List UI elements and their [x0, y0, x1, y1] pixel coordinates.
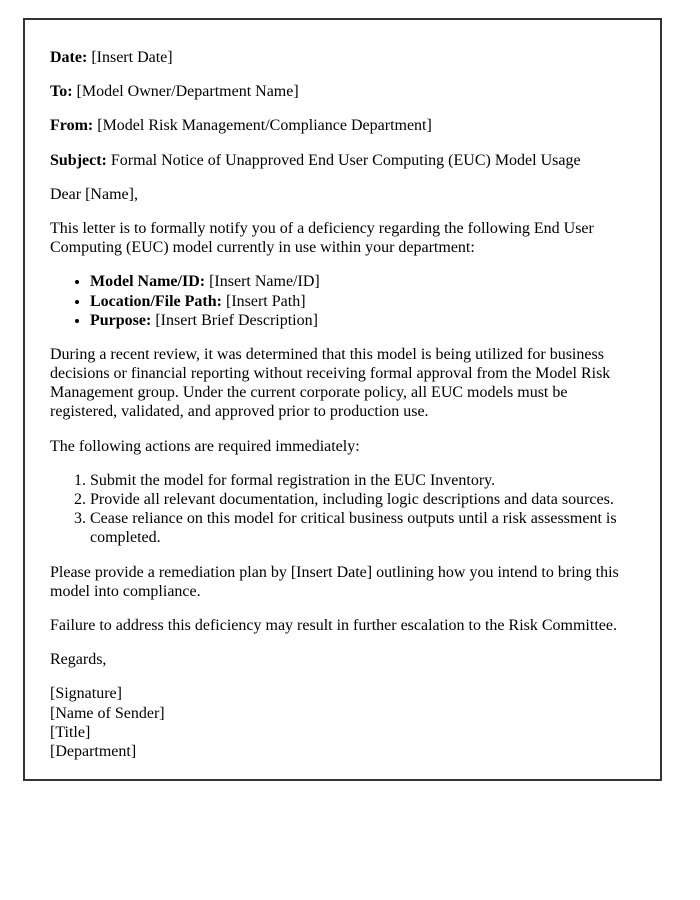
signature-block [50, 684, 635, 761]
model-detail-name-label: Model Name/ID: [90, 273, 206, 291]
escalation-paragraph: Failure to address this deficiency may result in further escalation to the Risk Committee. [50, 616, 617, 634]
model-detail-item-purpose [90, 311, 635, 330]
model-detail-location-value: [Insert Path] [221, 292, 306, 310]
actions-intro: The following actions are required immediately: [50, 437, 360, 455]
model-detail-location-label: Location/File Path: [90, 292, 222, 310]
model-detail-purpose-value: [Insert Brief Description] [151, 311, 318, 329]
field-date-label: Date: [50, 49, 88, 66]
signature-line-signature: [Signature] [50, 685, 122, 703]
actions-list [50, 471, 635, 548]
model-detail-purpose-label: Purpose: [90, 311, 152, 329]
action-item-cease-reliance: 3. Cease reliance on this model for critical business outputs until a risk assessment is completed. [90, 509, 635, 547]
field-to-label: To: [50, 83, 73, 101]
intro-paragraph: This letter is to formally notify you of a deficiency regarding the following End User Computing (EUC) model currently in use within your department: [50, 219, 594, 257]
remediation-paragraph: Please provide a remediation plan by [Insert Date] outlining how you intend to bring this model into compliance. [50, 563, 619, 600]
field-date-value: [Insert Date] [87, 49, 173, 66]
action-item-register: 1. Submit the model for formal registration in the EUC Inventory. [90, 471, 635, 490]
field-from-label: From: [50, 117, 94, 135]
field-subject [50, 151, 635, 170]
field-subject-label: Subject: [50, 151, 107, 169]
field-to [50, 82, 635, 101]
model-detail-name-value: [Insert Name/ID] [205, 273, 320, 291]
signature-line-title: [Title] [50, 723, 91, 741]
model-detail-item-name [90, 272, 635, 291]
field-date [50, 48, 635, 67]
signature-line-department: [Department] [50, 742, 137, 760]
model-detail-item-location [90, 292, 635, 311]
closing: Regards, [50, 651, 107, 669]
signature-line-name: [Name of Sender] [50, 704, 165, 722]
salutation: Dear [Name], [50, 185, 138, 203]
model-details-list [50, 272, 635, 330]
letter-container [23, 18, 662, 781]
field-subject-value: Formal Notice of Unapproved End User Computing (EUC) Model Usage [106, 151, 581, 169]
action-item-documentation: 2. Provide all relevant documentation, including logic descriptions and data sources. [90, 490, 635, 509]
field-from-value: [Model Risk Management/Compliance Department] [93, 117, 432, 135]
review-paragraph: During a recent review, it was determined that this model is being utilized for business decisions or financial reporting without receiving formal approval from the Model Risk Management group. Under the current corporate policy, all EUC models must be registered, validated, and approved prior to production use. [50, 345, 611, 421]
field-from [50, 116, 635, 135]
field-to-value: [Model Owner/Department Name] [72, 83, 299, 101]
